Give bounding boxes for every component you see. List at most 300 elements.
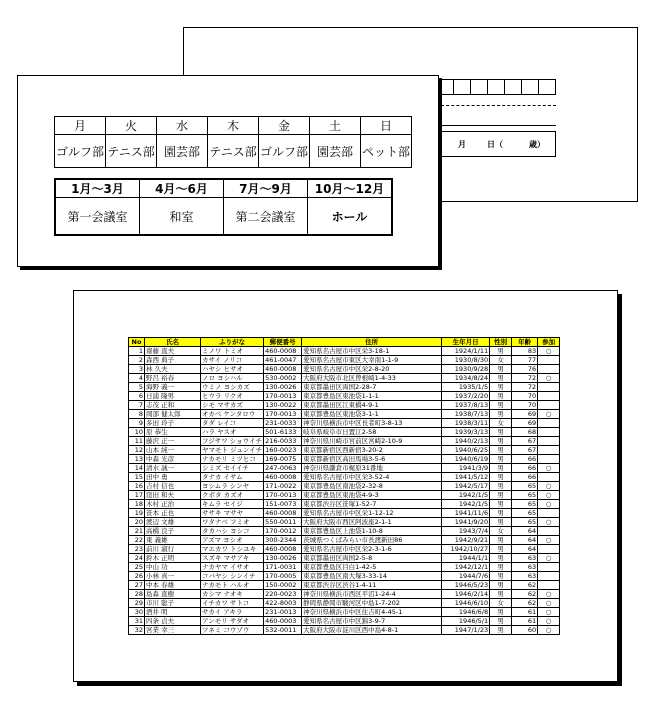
table-row: [129, 572, 560, 581]
cell-name: 山本 純一: [145, 446, 201, 455]
cell-name: 清水 誠一: [145, 464, 201, 473]
cell-postal-code: 130-0026: [264, 383, 302, 392]
table-row: [129, 473, 560, 482]
cell-address: 神奈川県川崎市宮前区宮崎2-10-9: [302, 437, 442, 446]
cell-birthdate: 1939/3/13: [442, 428, 490, 437]
table-row: [129, 518, 560, 527]
cell-participation: [538, 428, 560, 437]
cell-gender: 男: [490, 392, 512, 401]
cell-name: 前川 淑行: [145, 545, 201, 554]
cell-participation: [538, 383, 560, 392]
cell-gender: 女: [490, 527, 512, 536]
cell-postal-code: 460-0008: [264, 365, 302, 374]
cell-no: 18: [129, 500, 145, 509]
cell-age: 62: [512, 599, 538, 608]
cell-no: 27: [129, 581, 145, 590]
cell-birthdate: 1946/6/8: [442, 608, 490, 617]
back-card-month-label: 月: [458, 140, 466, 149]
cell-birthdate: 1942/5/17: [442, 482, 490, 491]
cell-furigana: クボタ カズオ: [201, 491, 264, 500]
cell-no: 17: [129, 491, 145, 500]
cell-no: 10: [129, 428, 145, 437]
cell-participation: ○: [538, 599, 560, 608]
cell-gender: 男: [490, 383, 512, 392]
cell-no: 32: [129, 626, 145, 635]
cell-name: 中森 光彦: [145, 455, 201, 464]
cell-birthdate: 1941/9/20: [442, 518, 490, 527]
day-cell: 月: [55, 117, 106, 135]
cell-name: 日浦 隆男: [145, 392, 201, 401]
cell-furigana: ミノワ トミオ: [201, 347, 264, 356]
club-cell: ゴルフ部: [259, 135, 310, 168]
cell-participation: ○: [538, 464, 560, 473]
cell-birthdate: 1946/6/10: [442, 599, 490, 608]
cell-furigana: ヨシムラ シンヤ: [201, 482, 264, 491]
cell-age: 65: [512, 500, 538, 509]
cell-birthdate: 1947/1/23: [442, 626, 490, 635]
cell-no: 2: [129, 356, 145, 365]
cell-postal-code: 170-0012: [264, 527, 302, 536]
cell-participation: [538, 581, 560, 590]
cell-postal-code: 170-0013: [264, 410, 302, 419]
cell-gender: 男: [490, 347, 512, 356]
table-row: [129, 626, 560, 635]
cell-furigana: ツネミ コウゾウ: [201, 626, 264, 635]
cell-birthdate: 1937/2/20: [442, 392, 490, 401]
cell-address: 神奈川県横浜市中区長者町3-8-13: [302, 419, 442, 428]
cell-no: 31: [129, 617, 145, 626]
cell-postal-code: 171-0031: [264, 563, 302, 572]
cell-address: 東京都新宿区高田馬場3-5-6: [302, 455, 442, 464]
cell-address: 東京都豊島区東池袋3-1-1: [302, 410, 442, 419]
cell-birthdate: 1942/10/27: [442, 545, 490, 554]
cell-birthdate: 1941/11/6: [442, 509, 490, 518]
cell-birthdate: 1930/8/30: [442, 356, 490, 365]
cell-participation: ○: [538, 554, 560, 563]
cell-no: 24: [129, 554, 145, 563]
back-card-day-label: 日（: [487, 140, 503, 149]
cell-postal-code: 169-0075: [264, 455, 302, 464]
cell-furigana: アンモリ サダオ: [201, 617, 264, 626]
cell-address: 東京都豊島区東池袋4-9-3: [302, 491, 442, 500]
cell-participation: [538, 437, 560, 446]
cell-participation: [538, 509, 560, 518]
cell-name: 中本 春雄: [145, 581, 201, 590]
cell-furigana: ノロ ヨシハル: [201, 374, 264, 383]
cell-gender: 男: [490, 410, 512, 419]
cell-gender: 男: [490, 455, 512, 464]
cell-postal-code: 151-0073: [264, 500, 302, 509]
cell-no: 1: [129, 347, 145, 356]
back-card-grid: [436, 79, 556, 95]
header-no: No: [129, 338, 145, 347]
table-row: [129, 617, 560, 626]
cell-participation: [538, 392, 560, 401]
cell-no: 6: [129, 392, 145, 401]
cell-postal-code: 460-0008: [264, 473, 302, 482]
cell-participation: [538, 401, 560, 410]
back-card-line: [436, 125, 556, 126]
cell-furigana: カシマ ナオキ: [201, 590, 264, 599]
cell-age: 64: [512, 545, 538, 554]
table-row: [129, 563, 560, 572]
cell-participation: ○: [538, 626, 560, 635]
cell-gender: 女: [490, 599, 512, 608]
cell-address: 東京都墨田区江東橋4-9-1: [302, 401, 442, 410]
cell-participation: [538, 419, 560, 428]
table-row: [129, 599, 560, 608]
cell-furigana: ハヤシ ヒサオ: [201, 365, 264, 374]
cell-participation: [538, 527, 560, 536]
club-cell: ペット部: [361, 135, 412, 168]
room-cell: 和室: [140, 198, 224, 236]
cell-participation: ○: [538, 374, 560, 383]
cell-age: 63: [512, 572, 538, 581]
cell-participation: [538, 356, 560, 365]
cell-age: 83: [512, 347, 538, 356]
cell-gender: 男: [490, 365, 512, 374]
cell-no: 13: [129, 455, 145, 464]
cell-name: 岡部 健太郎: [145, 410, 201, 419]
cell-name: 渡辺 文雄: [145, 518, 201, 527]
cell-address: 愛知県名古屋市中区栄2-3-1-6: [302, 545, 442, 554]
day-cell: 日: [361, 117, 412, 135]
cell-age: 72: [512, 374, 538, 383]
cell-participation: ○: [538, 491, 560, 500]
cell-postal-code: 422-8003: [264, 599, 302, 608]
cell-age: 63: [512, 563, 538, 572]
cell-furigana: キムラ セイジ: [201, 500, 264, 509]
cell-address: 東京都豊島区目白1-42-5: [302, 563, 442, 572]
cell-gender: 女: [490, 419, 512, 428]
table-row: [129, 437, 560, 446]
cell-address: 東京都渋谷区笹塚1-52-7: [302, 500, 442, 509]
cell-postal-code: 501-6133: [264, 428, 302, 437]
cell-postal-code: 170-0013: [264, 392, 302, 401]
room-schedule-table: [54, 178, 393, 236]
cell-birthdate: 1924/1/11: [442, 347, 490, 356]
cell-participation: ○: [538, 347, 560, 356]
cell-birthdate: 1941/5/12: [442, 473, 490, 482]
cell-postal-code: 150-0002: [264, 581, 302, 590]
cell-postal-code: 231-0013: [264, 608, 302, 617]
cell-gender: 男: [490, 428, 512, 437]
table-row: [129, 590, 560, 599]
cell-postal-code: 171-0022: [264, 482, 302, 491]
cell-name: 木村 正治: [145, 500, 201, 509]
cell-name: 志茂 正和: [145, 401, 201, 410]
cell-postal-code: 247-0063: [264, 464, 302, 473]
cell-name: 多田 玲子: [145, 419, 201, 428]
cell-participation: ○: [538, 617, 560, 626]
cell-age: 66: [512, 464, 538, 473]
cell-age: 69: [512, 419, 538, 428]
cell-no: 4: [129, 374, 145, 383]
cell-gender: 男: [490, 500, 512, 509]
cell-age: 69: [512, 410, 538, 419]
cell-no: 11: [129, 437, 145, 446]
cell-birthdate: 1943/7/4: [442, 527, 490, 536]
cell-age: 70: [512, 392, 538, 401]
cell-participation: ○: [538, 536, 560, 545]
cell-address: 愛知県名古屋市中区栄3-18-1: [302, 347, 442, 356]
header-address: 住所: [302, 338, 442, 347]
cell-address: 愛知県名古屋市中区錦3-9-7: [302, 617, 442, 626]
cell-age: 61: [512, 617, 538, 626]
cell-furigana: コバヤシ シンイチ: [201, 572, 264, 581]
header-birthdate: 生年月日: [442, 338, 490, 347]
period-cell: 1月～3月: [55, 179, 140, 198]
cell-name: 齋藤 直夫: [145, 347, 201, 356]
club-cell: テニス部: [208, 135, 259, 168]
cell-postal-code: 170-0005: [264, 572, 302, 581]
cell-participation: ○: [538, 410, 560, 419]
cell-no: 15: [129, 473, 145, 482]
cell-participation: [538, 572, 560, 581]
room-names-row: [55, 198, 392, 236]
cell-address: 東京都渋谷区渋谷1-4-11: [302, 581, 442, 590]
cell-birthdate: 1942/9/21: [442, 536, 490, 545]
cell-gender: 男: [490, 401, 512, 410]
cell-participation: [538, 473, 560, 482]
cell-birthdate: 1940/6/25: [442, 446, 490, 455]
cell-gender: 男: [490, 572, 512, 581]
cell-furigana: タカハシ ヨシコ: [201, 527, 264, 536]
cell-gender: 男: [490, 536, 512, 545]
period-cell: 7月～9月: [224, 179, 308, 198]
table-row: [129, 509, 560, 518]
cell-name: 吉村 信也: [145, 482, 201, 491]
club-cell: テニス部: [106, 135, 157, 168]
cell-postal-code: 461-0047: [264, 356, 302, 365]
cell-furigana: ウミノ ヨシカズ: [201, 383, 264, 392]
cell-gender: 男: [490, 590, 512, 599]
cell-name: 藤沢 正一: [145, 437, 201, 446]
cell-postal-code: 460-0003: [264, 617, 302, 626]
cell-postal-code: 460-0008: [264, 509, 302, 518]
cell-no: 21: [129, 527, 145, 536]
cell-no: 7: [129, 401, 145, 410]
cell-birthdate: 1940/6/19: [442, 455, 490, 464]
cell-age: 65: [512, 491, 538, 500]
member-roster-table: [128, 337, 560, 635]
table-row: [129, 347, 560, 356]
cell-age: 76: [512, 365, 538, 374]
club-cell: 園芸部: [157, 135, 208, 168]
cell-address: 東京都新宿区西新宿3-20-2: [302, 446, 442, 455]
cell-participation: ○: [538, 518, 560, 527]
cell-address: 愛知県名古屋市中区栄2-8-20: [302, 365, 442, 374]
cell-age: 62: [512, 590, 538, 599]
cell-name: 市川 聡子: [145, 599, 201, 608]
day-cell: 火: [106, 117, 157, 135]
cell-gender: 男: [490, 464, 512, 473]
cell-no: 8: [129, 410, 145, 419]
cell-age: 72: [512, 383, 538, 392]
cell-postal-code: 216-0033: [264, 437, 302, 446]
roster-body: [129, 347, 560, 635]
cell-birthdate: 1935/1/5: [442, 383, 490, 392]
cell-postal-code: 130-0022: [264, 401, 302, 410]
cell-furigana: ヒウラ リクオ: [201, 392, 264, 401]
room-cell: 第一会議室: [55, 198, 140, 236]
cell-furigana: オカベ ケンタロウ: [201, 410, 264, 419]
club-cell: 園芸部: [310, 135, 361, 168]
cell-gender: 男: [490, 374, 512, 383]
cell-furigana: イチカワ サトコ: [201, 599, 264, 608]
period-cell: 4月～6月: [140, 179, 224, 198]
cell-age: 62: [512, 581, 538, 590]
cell-postal-code: 460-0008: [264, 545, 302, 554]
table-row: [129, 410, 560, 419]
roster-header-row: [129, 338, 560, 347]
cell-age: 63: [512, 554, 538, 563]
cell-postal-code: 130-0026: [264, 554, 302, 563]
cell-gender: 男: [490, 563, 512, 572]
table-row: [129, 374, 560, 383]
cell-postal-code: 170-0013: [264, 491, 302, 500]
cell-name: 宮業 幸三: [145, 626, 201, 635]
back-card-dotted-line: [436, 105, 556, 106]
cell-age: 65: [512, 482, 538, 491]
period-cell: 10月～12月: [308, 179, 393, 198]
cell-age: 68: [512, 428, 538, 437]
cell-furigana: ヤマモト ジュンイチ: [202, 446, 263, 454]
cell-birthdate: 1946/5/23: [442, 581, 490, 590]
club-names-row: [55, 135, 412, 168]
cell-no: 23: [129, 545, 145, 554]
table-row: [129, 554, 560, 563]
cell-furigana: タナカ イサム: [201, 473, 264, 482]
cell-no: 9: [129, 419, 145, 428]
cell-name: 田中 勇: [145, 473, 201, 482]
cell-age: 67: [512, 446, 538, 455]
cell-participation: [538, 365, 560, 374]
header-postal-code: 郵便番号: [264, 338, 302, 347]
cell-address: 東京都墨田区両国2-5-8: [302, 554, 442, 563]
cell-birthdate: 1942/1/5: [442, 500, 490, 509]
cell-participation: [538, 455, 560, 464]
table-row: [129, 419, 560, 428]
cell-furigana: スズキ マサアキ: [201, 554, 264, 563]
cell-address: 神奈川県鎌倉市梶原31番地: [302, 464, 442, 473]
cell-birthdate: 1944/1/1: [442, 554, 490, 563]
back-card-age-label: 歳）: [529, 140, 545, 149]
cell-furigana: マエカワ トシユキ: [201, 545, 264, 554]
cell-no: 14: [129, 464, 145, 473]
cell-name: 森西 典子: [145, 356, 201, 365]
cell-postal-code: 300-2344: [264, 536, 302, 545]
room-cell: ホール: [308, 198, 393, 236]
cell-participation: ○: [538, 500, 560, 509]
cell-address: 東京都豊島区南池袋2-32-8: [302, 482, 442, 491]
cell-address: 愛知県名古屋市中区栄3-52-4: [302, 473, 442, 482]
cell-gender: 男: [490, 509, 512, 518]
cell-address: 大阪府大阪市北区曽根崎1-4-33: [302, 374, 442, 383]
cell-furigana: ナカモリ ミツヒコ: [201, 455, 264, 464]
cell-furigana: ササキ マサヤ: [201, 509, 264, 518]
cell-age: 66: [512, 455, 538, 464]
cell-no: 25: [129, 563, 145, 572]
cell-no: 22: [129, 536, 145, 545]
cell-birthdate: 1946/2/14: [442, 590, 490, 599]
cell-age: 77: [512, 356, 538, 365]
cell-address: 大阪府大阪市淀川区西中島4-8-1: [302, 626, 442, 635]
cell-furigana: ワタナベ フミオ: [201, 518, 264, 527]
cell-address: 愛知県名古屋市東区大幸南1-1-9: [302, 356, 442, 365]
cell-address: 岐阜県岐阜市日置江2-58: [302, 428, 442, 437]
cell-gender: 女: [490, 356, 512, 365]
table-row: [129, 392, 560, 401]
cell-age: 65: [512, 509, 538, 518]
cell-age: 61: [512, 608, 538, 617]
cell-furigana: タダ レイコ: [201, 419, 264, 428]
cell-no: 30: [129, 608, 145, 617]
club-cell: ゴルフ部: [55, 135, 106, 168]
cell-address: 東京都豊島区上池袋1-10-8: [302, 527, 442, 536]
cell-name: 高橋 良子: [145, 527, 201, 536]
cell-participation: [538, 545, 560, 554]
cell-no: 12: [129, 446, 145, 455]
cell-furigana: サカイ アキラ: [201, 608, 264, 617]
cell-age: 66: [512, 473, 538, 482]
cell-name: 海野 義一: [145, 383, 201, 392]
cell-gender: 男: [490, 608, 512, 617]
cell-birthdate: 1942/1/5: [442, 491, 490, 500]
cell-age: 65: [512, 518, 538, 527]
cell-furigana: フジサワ ショウイチ: [202, 437, 262, 445]
cell-no: 19: [129, 509, 145, 518]
header-age: 年齢: [512, 338, 538, 347]
cell-birthdate: 1946/5/1: [442, 617, 490, 626]
table-row: [129, 536, 560, 545]
room-cell: 第二会議室: [224, 198, 308, 236]
cell-address: 茨城県つくばみらい市長渡新田86: [302, 536, 442, 545]
table-row: [129, 446, 560, 455]
day-cell: 水: [157, 117, 208, 135]
cell-address: 神奈川県横浜市西区平沼1-24-4: [302, 590, 442, 599]
cell-birthdate: 1941/3/9: [442, 464, 490, 473]
cell-address: 静岡県静岡市駿河区中島1-7-202: [302, 599, 442, 608]
cell-postal-code: 231-0033: [264, 419, 302, 428]
cell-participation: [538, 446, 560, 455]
cell-address: 大阪府大阪市西区阿波座2-1-1: [302, 518, 442, 527]
club-schedule-table: [54, 116, 412, 168]
cell-gender: 男: [490, 581, 512, 590]
cell-birthdate: 1934/8/24: [442, 374, 490, 383]
cell-name: 窪田 和夫: [145, 491, 201, 500]
cell-gender: 男: [490, 545, 512, 554]
cell-furigana: シモ マサカズ: [201, 401, 264, 410]
cell-postal-code: 160-0023: [264, 446, 302, 455]
cell-name: 小林 真一: [145, 572, 201, 581]
cell-furigana: カサイ ノリコ: [201, 356, 264, 365]
cell-postal-code: 532-0011: [264, 626, 302, 635]
cell-no: 3: [129, 365, 145, 374]
cell-postal-code: 460-0008: [264, 347, 302, 356]
cell-address: 愛知県名古屋市中区栄1-12-12: [302, 509, 442, 518]
cell-gender: 男: [490, 437, 512, 446]
cell-no: 5: [129, 383, 145, 392]
table-row: [129, 401, 560, 410]
table-row: [129, 545, 560, 554]
table-row: [129, 464, 560, 473]
cell-age: 67: [512, 437, 538, 446]
room-periods-row: [55, 179, 392, 198]
cell-birthdate: 1937/8/13: [442, 401, 490, 410]
cell-postal-code: 530-0002: [264, 374, 302, 383]
header-name: 氏名: [145, 338, 201, 347]
